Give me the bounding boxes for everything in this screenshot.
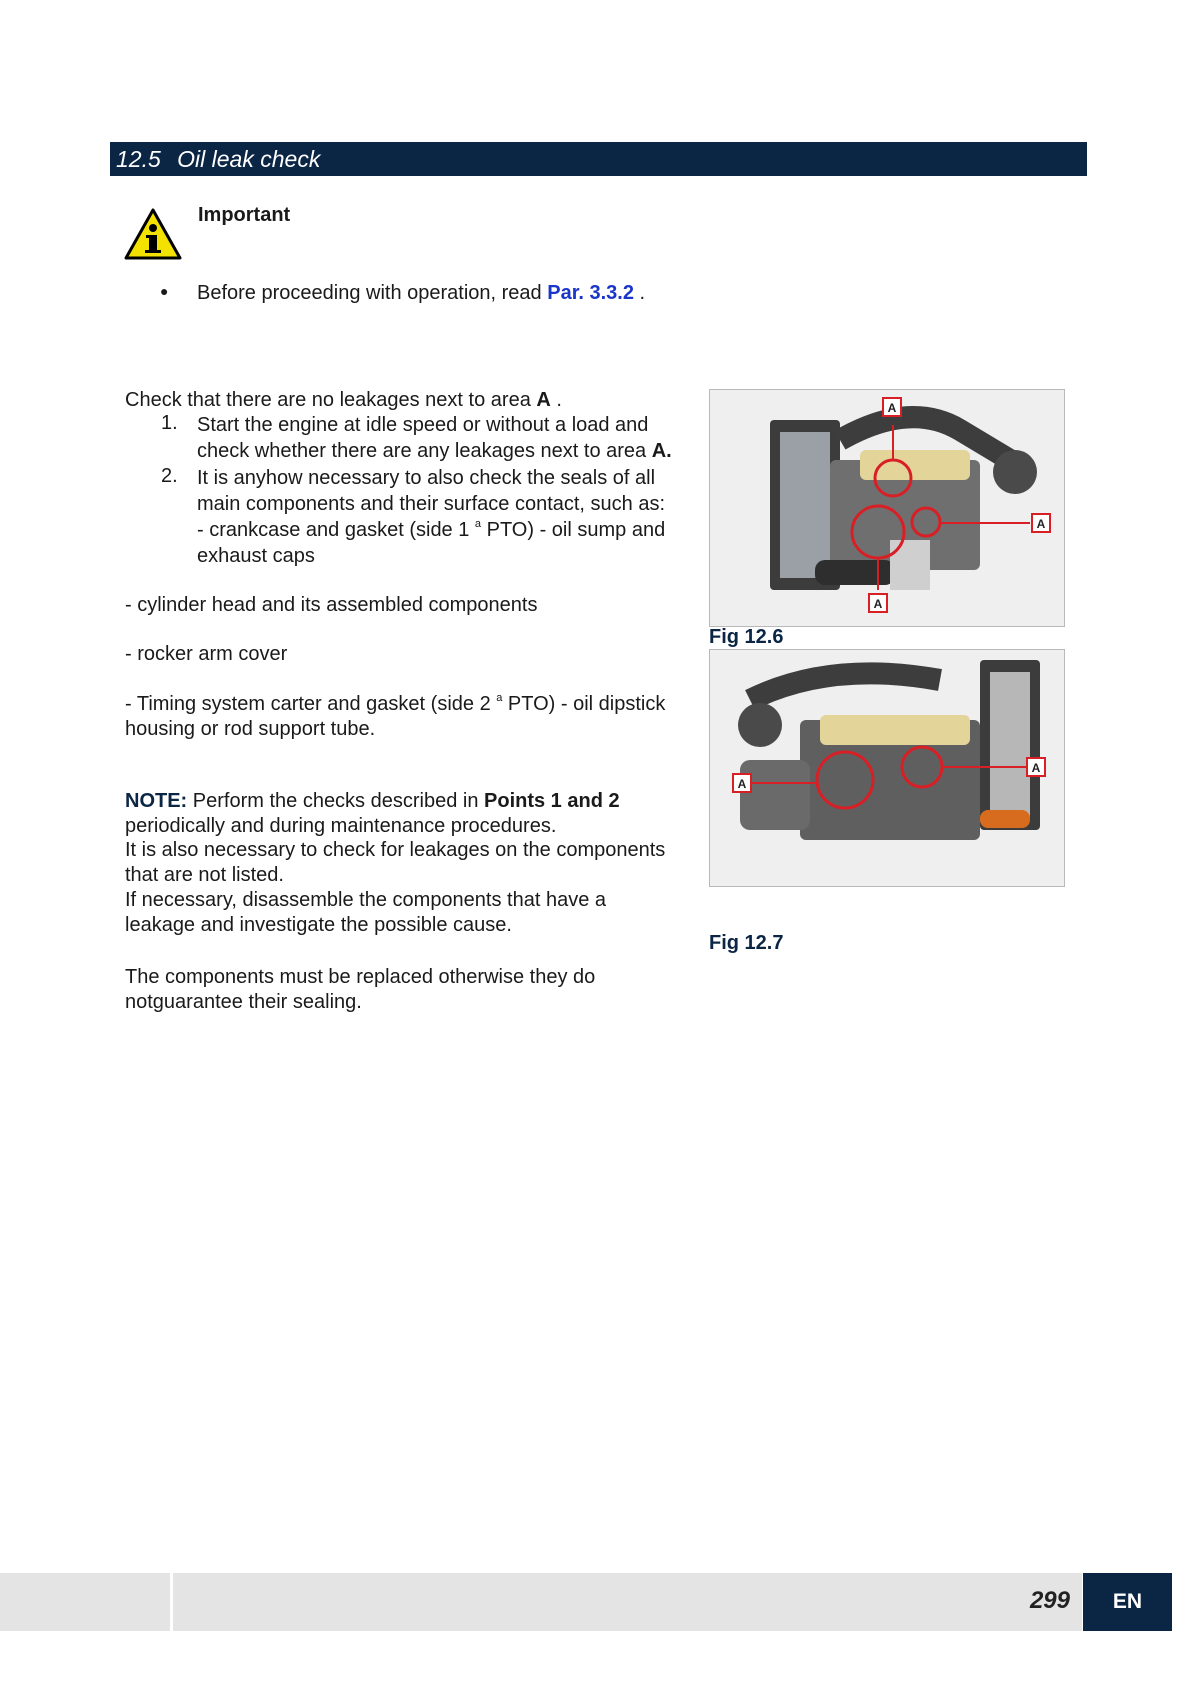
page-number: 299 (1029, 1587, 1070, 1614)
marker-a: A (887, 401, 897, 415)
figure-12-6-caption: Fig 12.6 (709, 626, 784, 648)
note-text-a: Perform the checks described in (187, 790, 485, 812)
marker-a: A (1036, 517, 1046, 531)
crankcase-text-a: - crankcase and gasket (side 1 (197, 519, 475, 541)
figure-12-7-engine-image (709, 649, 1065, 887)
crankcase-sup: a (474, 518, 482, 530)
intro-end: . (550, 389, 562, 411)
intro-paragraph (125, 388, 562, 413)
warning-info-icon (124, 208, 182, 260)
important-label: Important (198, 204, 291, 226)
figure-12-7-caption: Fig 12.7 (709, 932, 784, 954)
timing-sup: a (496, 692, 503, 704)
step-1-area: A. (651, 440, 672, 462)
component-timing (125, 692, 690, 742)
note-points: Points 1 and 2 (484, 790, 620, 812)
step-1-number: 1. (161, 412, 178, 434)
step-2-number: 2. (161, 465, 178, 487)
intro-area: A (536, 389, 551, 411)
footer-bar (173, 1573, 1082, 1631)
timing-text-a: - Timing system carter and gasket (side 2 (125, 693, 497, 715)
important-bullet (197, 282, 645, 305)
paragraph-ref-link[interactable]: Par. 3.3.2 (547, 282, 634, 304)
component-rocker-arm: - rocker arm cover (125, 643, 288, 665)
section-number: 12.5 (116, 146, 161, 172)
marker-a: A (873, 597, 883, 611)
timing-text-b: PTO) - oil dipstick housing or rod support tube. (125, 693, 666, 740)
bullet-end: . (633, 282, 646, 304)
note-label: NOTE: (125, 790, 188, 812)
note-paragraph (125, 789, 690, 839)
component-crankcase (197, 517, 687, 569)
intro-text: Check that there are no leakages next to area (125, 389, 537, 411)
section-header (110, 142, 1087, 176)
crankcase-text-b: PTO) - oil sump and exhaust caps (197, 519, 666, 567)
marker-a: A (737, 777, 747, 791)
step-2-text: It is anyhow necessary to also check the seals of all main components and their surface contact, such as: (197, 467, 666, 515)
section-title: Oil leak check (177, 146, 321, 172)
bullet-text: Before proceeding with operation, read (197, 282, 548, 304)
step-1-text (197, 412, 687, 464)
note-line-2: It is also necessary to check for leakages on the components that are not listed. (125, 839, 666, 886)
step-1-body: Start the engine at idle speed or without a load and check whether there are any leakages next to area (197, 414, 652, 462)
note-line-4: The components must be replaced otherwise they do notguarantee their sealing. (125, 966, 596, 1013)
language-badge: EN (1083, 1573, 1172, 1631)
bullet-dot: ● (160, 283, 169, 299)
marker-a: A (1031, 761, 1041, 775)
footer-left-block (0, 1573, 170, 1631)
note-text-b: periodically and during maintenance procedures. (125, 815, 557, 837)
note-line-3: If necessary, disassemble the components that have a leakage and investigate the possible cause. (125, 889, 607, 936)
component-cylinder-head: - cylinder head and its assembled components (125, 594, 538, 616)
figure-12-6-engine-image (709, 389, 1065, 627)
